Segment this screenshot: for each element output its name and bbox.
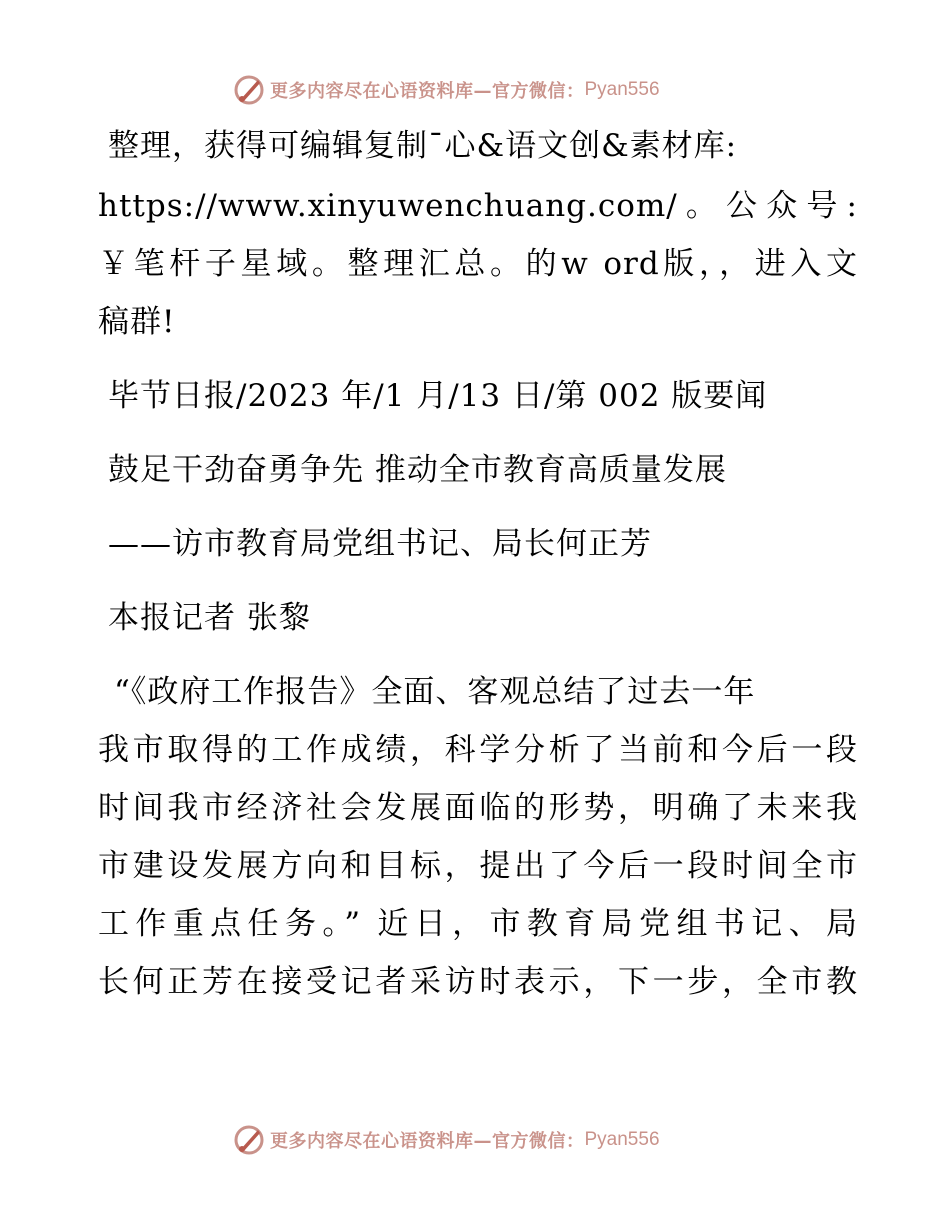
- watermark-text: 更多内容尽在心语资料库—官方微信：: [270, 1131, 585, 1152]
- intro-line-2: https://www.xinyuwenchuang.com/。公众号:: [98, 188, 858, 224]
- brush-logo-icon: [232, 1123, 266, 1157]
- footer-watermark: [232, 1122, 660, 1158]
- watermark-id: Pyan556: [584, 1129, 660, 1150]
- body-line-4: 市建设发展方向和目标，提出了今后一段时间全市: [98, 848, 858, 884]
- body-line-3: 时间我市经济社会发展面临的形势，明确了未来我: [98, 790, 858, 826]
- body-line-1: “《政府工作报告》全面、客观总结了过去一年: [114, 674, 756, 710]
- intro-line-4: 稿群!: [98, 304, 176, 340]
- brush-logo-icon: [232, 73, 266, 107]
- article-title: 鼓足干劲奋勇争先 推动全市教育高质量发展: [108, 452, 727, 488]
- article-byline: 本报记者 张黎: [108, 600, 311, 636]
- article-source: 毕节日报/2023 年/1 月/13 日/第 002 版要闻: [108, 378, 768, 414]
- header-watermark: [232, 72, 660, 108]
- intro-line-1: 整理，获得可编辑复制¯心&语文创&素材库:: [108, 128, 738, 164]
- intro-line-3: ￥笔杆子星域。整理汇总。的w ord版，，进入文: [98, 246, 858, 282]
- watermark-id: Pyan556: [584, 79, 660, 100]
- article-subtitle: ——访市教育局党组书记、局长何正芳: [108, 526, 652, 562]
- body-line-2: 我市取得的工作成绩，科学分析了当前和今后一段: [98, 732, 858, 768]
- body-line-6: 长何正芳在接受记者采访时表示，下一步，全市教: [98, 964, 858, 1000]
- watermark-text: 更多内容尽在心语资料库—官方微信：: [270, 81, 585, 102]
- body-line-5: 工作重点任务。” 近日，市教育局党组书记、局: [98, 906, 858, 942]
